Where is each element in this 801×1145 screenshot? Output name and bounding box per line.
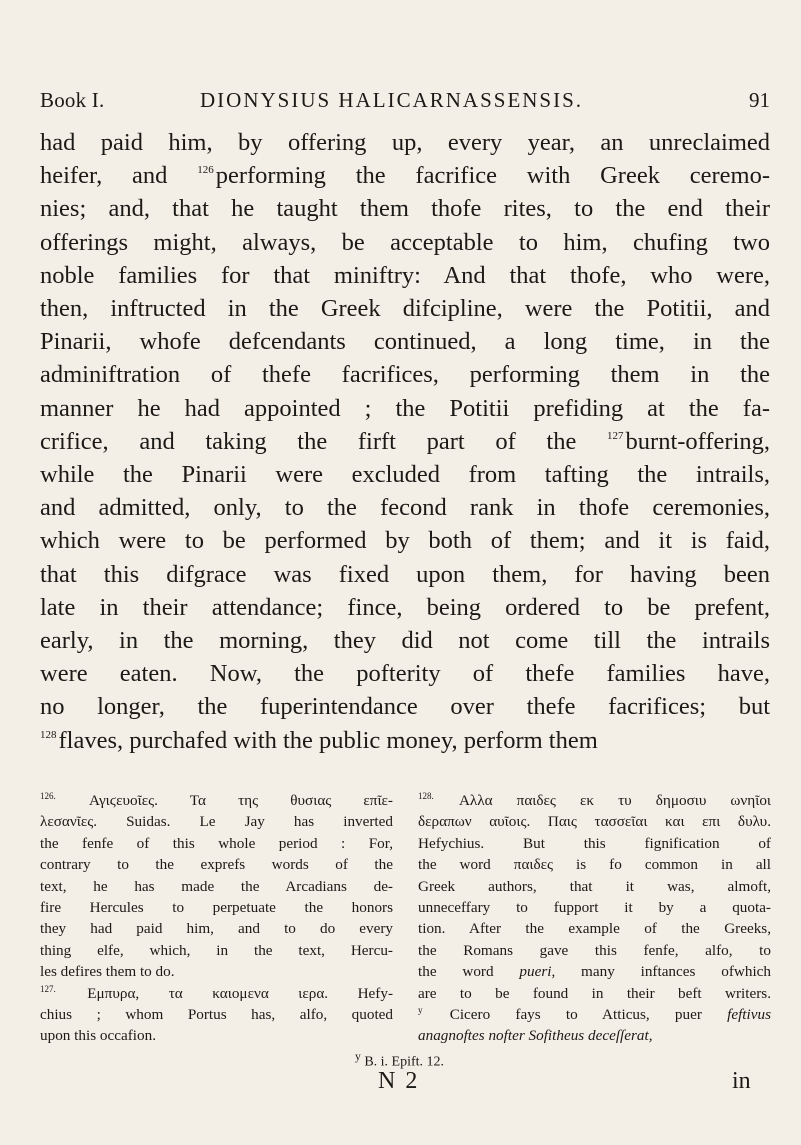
text-line: $^{128}$flaves, purchafed with the public money, perform them — [40, 726, 598, 754]
footnote-ref-128: 128 — [40, 728, 57, 741]
footnotes-right-column — [418, 790, 771, 1047]
text-line: early, in the morning, they did not come till the intrails — [40, 627, 770, 655]
citation-note: $^y$ B. i. Epift. 12. — [355, 1050, 445, 1070]
footnote-126: $^{126.}$ Αγιϛευοῖες. Τα της θυσιας επῖε- — [40, 791, 393, 809]
footnote-line: unneceffary to fupport it by a quota- — [418, 899, 771, 917]
footnote-128: $^{128.}$ Αλλα παιδες εκ τυ δημοσιυ ωνηῖοι — [418, 791, 771, 809]
text-line: late in their attendance; fince, being ordered to be prefent, — [40, 593, 770, 621]
footnote-line: les defires them to do. — [40, 963, 175, 981]
page-number: 91 — [749, 88, 770, 112]
footnote-line: the Romans gave this fenfe, alfo, to — [418, 941, 771, 959]
text-line: and admitted, only, to the fecond rank in thofe ceremonies, — [40, 494, 770, 522]
footnotes-left-column — [40, 790, 393, 1047]
text-line: offerings might, always, be acceptable to him, chufing two — [40, 228, 770, 256]
footnote-line: $^y$ Cicero fays to Atticus, puer feftivus — [418, 1005, 771, 1024]
footnote-line: tion. After the example of the Greeks, — [418, 920, 771, 938]
main-text — [40, 126, 770, 757]
running-title: DIONYSIUS HALICARNASSENSIS. — [200, 88, 584, 112]
text-line: noble families for that miniftry: And that thofe, who were, — [40, 261, 770, 289]
footnote-line: thing elfe, which, in the text, Hercu- — [40, 941, 393, 959]
text-line: nies; and, that he taught them thofe rites, to the end their — [40, 195, 770, 223]
text-line: that this difgrace was fixed upon them, for having been — [40, 560, 770, 588]
footnote-ref-127: 127 — [607, 429, 624, 442]
text-line: heifer, and $^{126}$performing the facrifice with Greek ceremo- — [40, 162, 770, 190]
footnote-line: contrary to the exprefs words of the — [40, 856, 393, 874]
footnote-number-126: 126. — [40, 791, 56, 801]
footnote-line: chius ; whom Portus has, alfo, quoted — [40, 1006, 393, 1024]
footnote-line: text, he has made the Arcadians de- — [40, 877, 393, 895]
signature-mark: N 2 — [378, 1068, 420, 1094]
text-line: which were to be performed by both of them; and it is faid, — [40, 527, 770, 555]
footnote-line: they had paid him, and to do every — [40, 920, 393, 938]
footnote-ref-126: 126 — [197, 164, 214, 177]
text-line: no longer, the fuperintendance over thefe facrifices; but — [40, 693, 770, 721]
text-line: Pinarii, whofe defcendants continued, a long time, in the — [40, 328, 770, 356]
footnote-line: Greek authors, that it was, almoft, — [418, 877, 771, 895]
footnote-line: anagnoftes nofter Sofitheus deceſſerat, — [418, 1027, 653, 1045]
running-header — [40, 88, 770, 122]
text-line: were eaten. Now, the pofterity of thefe families have, — [40, 660, 770, 688]
footnote-number-128: 128. — [418, 791, 434, 801]
footnote-line: the word παιδες is fo common in all — [418, 856, 771, 874]
footnote-line: are to be found in their beft writers. — [418, 984, 771, 1002]
catchword: in — [732, 1068, 751, 1094]
footnote-number-127: 127. — [40, 983, 56, 994]
book-label: Book I. — [40, 88, 105, 112]
footnote-line: λεσανῖες. Suidas. Le Jay has inverted — [40, 813, 393, 831]
footnote-line: δεραπων αυῖοις. Παις τασσεῖαι και επι δυλυ. — [418, 813, 771, 831]
text-line: manner he had appointed ; the Potitii prefiding at the fa- — [40, 394, 770, 422]
footnote-line: fire Hercules to perpetuate the honors — [40, 899, 393, 917]
footnote-line: upon this occafion. — [40, 1027, 156, 1045]
text-line: while the Pinarii were excluded from tafting the intrails, — [40, 461, 770, 489]
text-line: had paid him, by offering up, every year, an unreclaimed — [40, 129, 770, 156]
footnote-127: $^{127.}$ Εμπυρα, τα καιομενα ιερα. Hefy- — [40, 983, 393, 1002]
text-line: crifice, and taking the firft part of the $^{127}$burnt-offering, — [40, 427, 770, 455]
footnote-line: the fenfe of this whole period : For, — [40, 834, 393, 852]
text-line: adminiftration of thefe facrifices, performing them in the — [40, 361, 770, 389]
text-line: then, inftructed in the Greek difcipline, were the Potitii, and — [40, 295, 770, 323]
footnote-line: the word pueri, many inftances ofwhich — [418, 963, 771, 981]
footnote-line: Hefychius. But this fignification of — [418, 834, 771, 852]
